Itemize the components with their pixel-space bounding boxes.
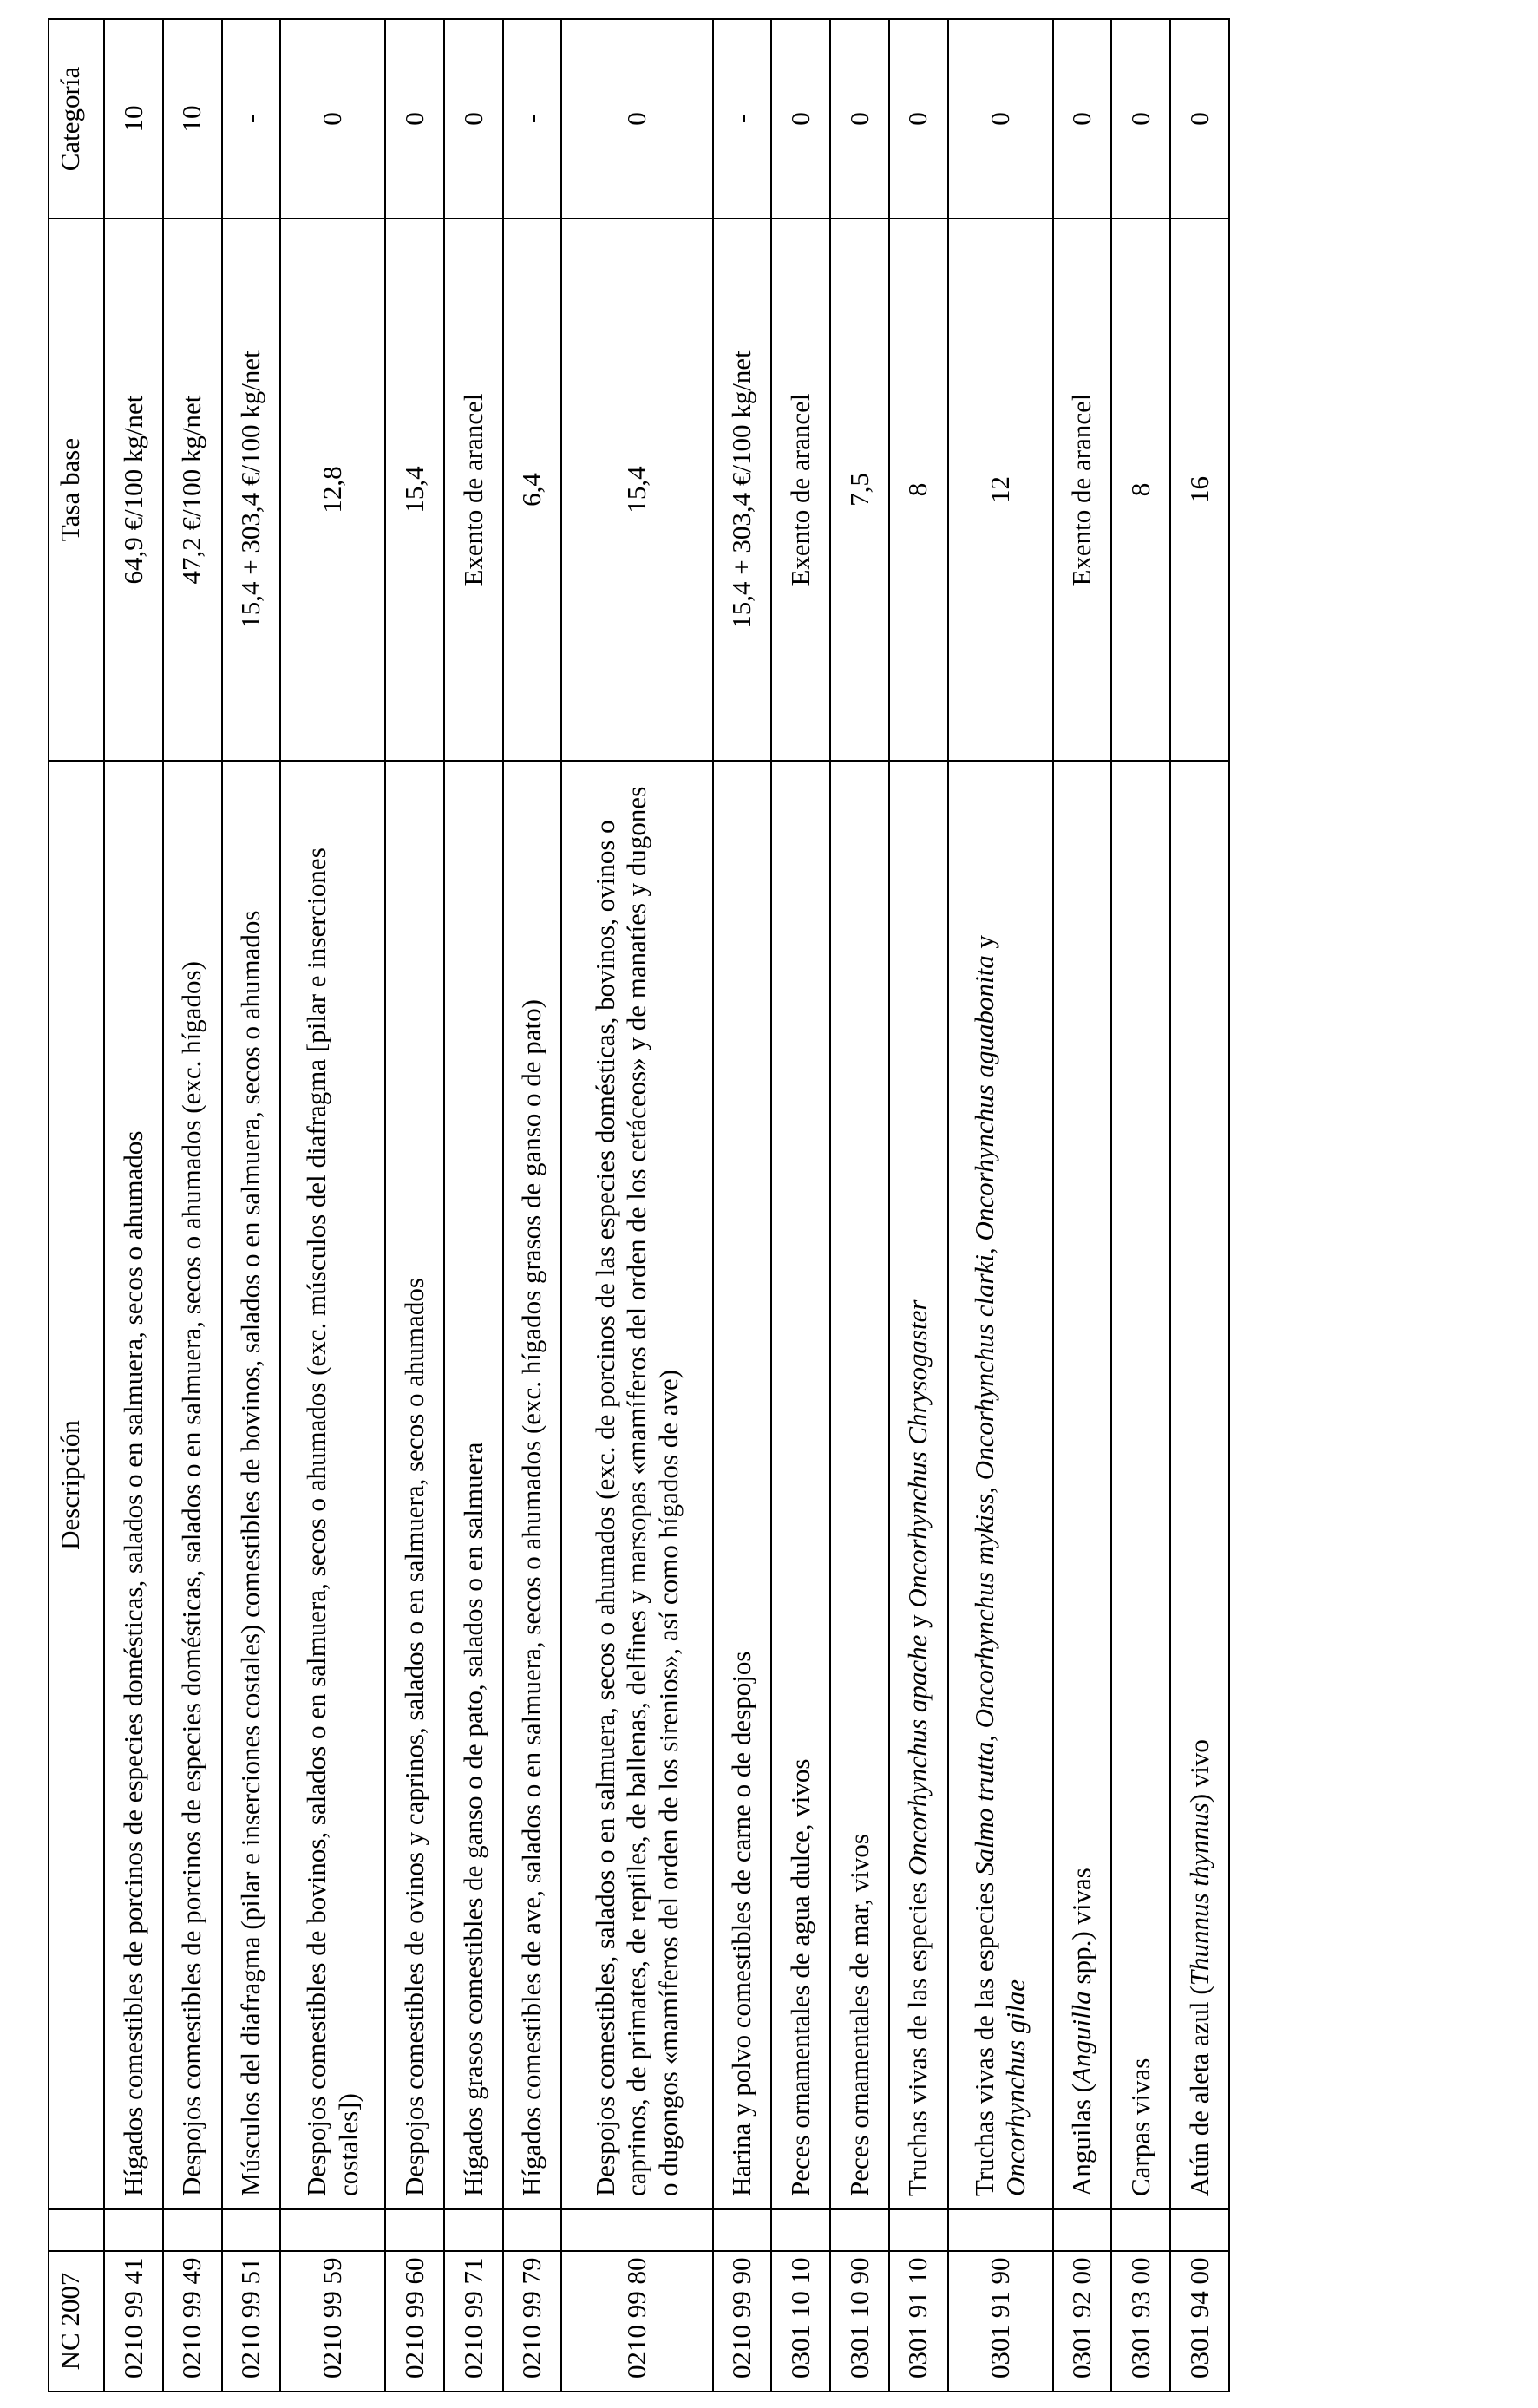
spacer-cell: [889, 2209, 948, 2251]
header-base-rate: Tasa base: [49, 219, 104, 761]
description-cell: [444, 761, 503, 2209]
table-row: [713, 19, 772, 2392]
spacer-cell: [948, 2209, 1053, 2251]
table-row: [104, 19, 163, 2392]
description-cell: [104, 761, 163, 2209]
table-row: [444, 19, 503, 2392]
nc-code-cell: 0301 91 10: [889, 2251, 948, 2392]
category-cell: 0: [889, 19, 948, 219]
description-text: ,: [968, 1728, 999, 1742]
description-cell: [1111, 761, 1170, 2209]
base-rate-cell: Exento de arancel: [771, 219, 830, 761]
table-row: [163, 19, 222, 2392]
nc-code-cell: 0301 94 00: [1170, 2251, 1229, 2392]
description-text: Despojos comestibles de ovinos y caprinos, salados o en salmuera, secos o ahumados: [398, 1278, 429, 2196]
nc-code-cell: 0301 92 00: [1053, 2251, 1112, 2392]
nc-code-cell: 0210 99 49: [163, 2251, 222, 2392]
nc-code-cell: 0210 99 51: [222, 2251, 281, 2392]
category-cell: 0: [1170, 19, 1229, 219]
header-spacer: [49, 2209, 104, 2251]
base-rate-cell: 16: [1170, 219, 1229, 761]
base-rate-cell: 15,4 + 303,4 €/100 kg/net: [713, 219, 772, 761]
nc-code-cell: 0210 99 79: [503, 2251, 562, 2392]
category-cell: 0: [1111, 19, 1170, 219]
nc-code-cell: 0210 99 90: [713, 2251, 772, 2392]
spacer-cell: [561, 2209, 712, 2251]
category-cell: 10: [163, 19, 222, 219]
category-cell: 10: [104, 19, 163, 219]
category-cell: -: [713, 19, 772, 219]
table-row: [561, 19, 712, 2392]
table-row: [1053, 19, 1112, 2392]
description-text: Hígados grasos comestibles de ganso o de pato, salados o en salmuera: [457, 1442, 488, 2196]
table-row: [1170, 19, 1229, 2392]
description-cell: [222, 761, 281, 2209]
description-text: spp.) vivas: [1066, 1868, 1097, 1992]
species-name-italic: Salmo trutta: [968, 1741, 999, 1876]
base-rate-cell: 47,2 €/100 kg/net: [163, 219, 222, 761]
table-row: [503, 19, 562, 2392]
nc-code-cell: 0301 10 90: [830, 2251, 889, 2392]
category-cell: 0: [561, 19, 712, 219]
description-text: Carpas vivas: [1124, 2058, 1155, 2196]
nc-code-cell: 0210 99 80: [561, 2251, 712, 2392]
category-cell: 0: [1053, 19, 1112, 219]
spacer-cell: [1170, 2209, 1229, 2251]
nc-code-cell: 0301 91 90: [948, 2251, 1053, 2392]
species-name-italic: Oncorhynchus Chrysogaster: [902, 1299, 933, 1608]
spacer-cell: [163, 2209, 222, 2251]
spacer-cell: [280, 2209, 385, 2251]
nc-code-cell: 0301 93 00: [1111, 2251, 1170, 2392]
table-row: [222, 19, 281, 2392]
header-category: Categoría: [49, 19, 104, 219]
spacer-cell: [771, 2209, 830, 2251]
spacer-cell: [444, 2209, 503, 2251]
table-row: [1111, 19, 1170, 2392]
nc-code-cell: 0210 99 41: [104, 2251, 163, 2392]
base-rate-cell: 64,9 €/100 kg/net: [104, 219, 163, 761]
nc-code-cell: 0210 99 59: [280, 2251, 385, 2392]
description-text: Anguilas (: [1066, 2083, 1097, 2196]
spacer-cell: [385, 2209, 444, 2251]
base-rate-cell: Exento de arancel: [1053, 219, 1112, 761]
description-text: Despojos comestibles de bovinos, salados o en salmuera, secos o ahumados (exc. músculos del diafragma [pilar e inserciones costales]): [301, 847, 363, 2196]
description-text: ,: [968, 1480, 999, 1494]
species-name-italic: Anguilla: [1066, 1991, 1097, 2084]
spacer-cell: [830, 2209, 889, 2251]
description-cell: [771, 761, 830, 2209]
spacer-cell: [503, 2209, 562, 2251]
category-cell: 0: [280, 19, 385, 219]
species-name-italic: Oncorhynchus aguabonita: [968, 955, 999, 1241]
spacer-cell: [1053, 2209, 1112, 2251]
description-text: y: [968, 935, 999, 956]
description-text: Hígados comestibles de ave, salados o en salmuera, secos o ahumados (exc. hígados grasos de ganso o de pato): [516, 999, 547, 2196]
base-rate-cell: Exento de arancel: [444, 219, 503, 761]
description-text: ) vivo: [1183, 1739, 1214, 1803]
tariff-table: [48, 18, 1230, 2392]
description-cell: [1170, 761, 1229, 2209]
species-name-italic: Oncorhynchus clarki: [968, 1253, 999, 1481]
spacer-cell: [222, 2209, 281, 2251]
spacer-cell: [104, 2209, 163, 2251]
description-text: Despojos comestibles, salados o en salmuera, secos o ahumados (exc. de porcinos de las especies domésticas, bovinos, ovinos o caprinos, de primates, de reptiles, de ballenas, delfines y marsopas «mamíferos del orden de los cetáceos» y de manatíes y dugones o dugongos «mamíferos del orden de los sirenios», así como hígados de ave): [589, 786, 684, 2196]
nc-code-cell: 0210 99 71: [444, 2251, 503, 2392]
description-text: Músculos del diafragma (pilar e inserciones costales) comestibles de bovinos, salados o en salmuera, secos o ahumados: [235, 910, 266, 2196]
table-row: [771, 19, 830, 2392]
base-rate-cell: 6,4: [503, 219, 562, 761]
description-cell: [1053, 761, 1112, 2209]
base-rate-cell: 12,8: [280, 219, 385, 761]
description-cell: [385, 761, 444, 2209]
header-description: Descripción: [49, 761, 104, 2209]
table-header-row: [49, 19, 104, 2392]
description-text: y: [902, 1607, 933, 1635]
description-cell: [948, 761, 1053, 2209]
description-text: Truchas vivas de las especies: [968, 1875, 999, 2196]
description-text: Truchas vivas de las especies: [902, 1875, 933, 2196]
table-row: [385, 19, 444, 2392]
header-code: NC 2007: [49, 2251, 104, 2392]
description-cell: [713, 761, 772, 2209]
description-cell: [830, 761, 889, 2209]
table-body: [104, 19, 1229, 2392]
description-text: Harina y polvo comestibles de carne o de despojos: [726, 1651, 757, 2196]
nc-code-cell: 0301 10 10: [771, 2251, 830, 2392]
base-rate-cell: 7,5: [830, 219, 889, 761]
spacer-cell: [713, 2209, 772, 2251]
species-name-italic: Thunnus thynnus: [1183, 1803, 1214, 1986]
species-name-italic: Oncorhynchus mykiss: [968, 1493, 999, 1729]
table-row: [948, 19, 1053, 2392]
description-text: Peces ornamentales de agua dulce, vivos: [784, 1758, 815, 2196]
description-text: Atún de aleta azul (: [1183, 1986, 1214, 2196]
description-text: ,: [968, 1240, 999, 1254]
category-cell: 0: [385, 19, 444, 219]
nc-code-cell: 0210 99 60: [385, 2251, 444, 2392]
description-text: Hígados comestibles de porcinos de especies domésticas, salados o en salmuera, secos o ahumados: [117, 1130, 148, 2196]
base-rate-cell: 15,4: [385, 219, 444, 761]
base-rate-cell: 8: [889, 219, 948, 761]
description-text: Peces ornamentales de mar, vivos: [843, 1834, 874, 2196]
description-cell: [163, 761, 222, 2209]
description-cell: [889, 761, 948, 2209]
spacer-cell: [1111, 2209, 1170, 2251]
description-cell: [561, 761, 712, 2209]
base-rate-cell: 15,4 + 303,4 €/100 kg/net: [222, 219, 281, 761]
category-cell: -: [503, 19, 562, 219]
table-row: [830, 19, 889, 2392]
description-cell: [503, 761, 562, 2209]
rotated-page: [48, 20, 1230, 2392]
description-cell: [280, 761, 385, 2209]
table-row: [889, 19, 948, 2392]
category-cell: 0: [948, 19, 1053, 219]
table-row: [280, 19, 385, 2392]
base-rate-cell: 8: [1111, 219, 1170, 761]
species-name-italic: Oncorhynchus apache: [902, 1634, 933, 1876]
category-cell: -: [222, 19, 281, 219]
category-cell: 0: [444, 19, 503, 219]
category-cell: 0: [830, 19, 889, 219]
category-cell: 0: [771, 19, 830, 219]
species-name-italic: Oncorhynchus gilae: [1000, 1979, 1031, 2196]
base-rate-cell: 12: [948, 219, 1053, 761]
base-rate-cell: 15,4: [561, 219, 712, 761]
description-text: Despojos comestibles de porcinos de especies domésticas, salados o en salmuera, secos o ahumados (exc. hígados): [176, 961, 207, 2196]
